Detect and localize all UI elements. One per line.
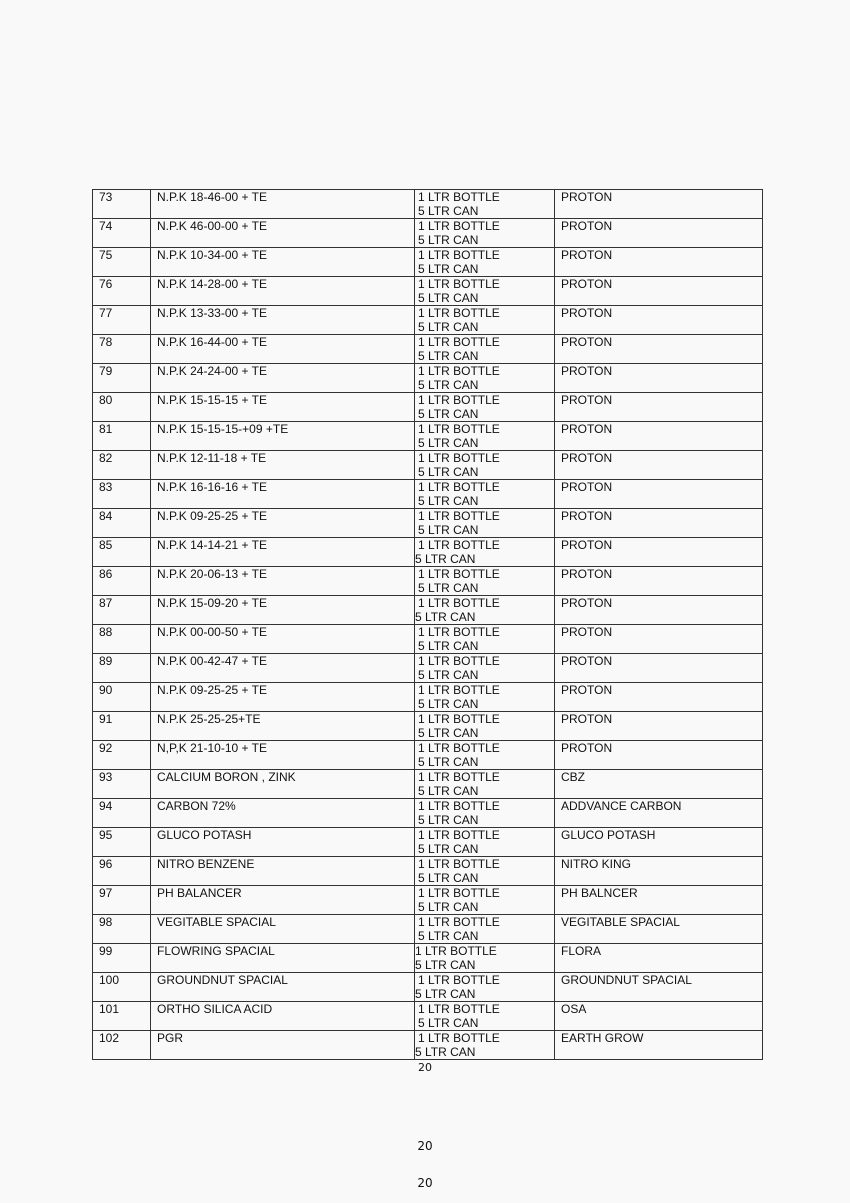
packing-line: 1 LTR BOTTLE	[418, 857, 500, 871]
product-name-cell: N.P.K 25-25-25+TE	[151, 712, 415, 741]
table-row	[93, 1031, 763, 1060]
row-number-cell: 87	[93, 596, 151, 625]
product-name-cell: N.P.K 16-44-00 + TE	[151, 335, 415, 364]
product-name-cell: N.P.K 14-14-21 + TE	[151, 538, 415, 567]
table-row	[93, 190, 763, 219]
table-row	[93, 1002, 763, 1031]
packing-line: 1 LTR BOTTLE	[418, 538, 500, 552]
product-name-cell: N,P,K 21-10-10 + TE	[151, 741, 415, 770]
packing-line: 5 LTR CAN	[418, 1016, 479, 1030]
packing-cell	[415, 654, 555, 683]
packing-line: 1 LTR BOTTLE	[418, 509, 500, 523]
product-table	[92, 189, 763, 1060]
row-number-cell: 93	[93, 770, 151, 799]
product-table-body	[93, 190, 763, 1060]
packing-line: 1 LTR BOTTLE	[415, 944, 497, 958]
row-number-cell: 82	[93, 451, 151, 480]
packing-line: 1 LTR BOTTLE	[418, 741, 500, 755]
product-name-cell: CARBON 72%	[151, 799, 415, 828]
packing-line: 5 LTR CAN	[418, 813, 479, 827]
table-row	[93, 973, 763, 1002]
brand-cell: PROTON	[555, 451, 763, 480]
product-name-cell: FLOWRING SPACIAL	[151, 944, 415, 973]
brand-cell: FLORA	[555, 944, 763, 973]
packing-line: 1 LTR BOTTLE	[418, 248, 500, 262]
packing-line: 5 LTR CAN	[418, 465, 479, 479]
brand-cell: PROTON	[555, 538, 763, 567]
packing-cell	[415, 712, 555, 741]
packing-line: 1 LTR BOTTLE	[418, 625, 500, 639]
table-row	[93, 422, 763, 451]
row-number-cell: 88	[93, 625, 151, 654]
packing-line: 5 LTR CAN	[418, 929, 479, 943]
table-row	[93, 393, 763, 422]
brand-cell: NITRO KING	[555, 857, 763, 886]
page-number: 20	[417, 1176, 433, 1190]
row-number-cell: 86	[93, 567, 151, 596]
brand-cell: PROTON	[555, 741, 763, 770]
packing-cell	[415, 219, 555, 248]
packing-line: 5 LTR CAN	[418, 784, 479, 798]
packing-line: 1 LTR BOTTLE	[418, 277, 500, 291]
brand-cell: PROTON	[555, 480, 763, 509]
packing-line: 1 LTR BOTTLE	[418, 799, 500, 813]
packing-line: 5 LTR CAN	[418, 639, 479, 653]
brand-cell: PROTON	[555, 567, 763, 596]
row-number-cell: 100	[93, 973, 151, 1002]
packing-cell	[415, 335, 555, 364]
packing-line: 5 LTR CAN	[418, 291, 479, 305]
row-number-cell: 84	[93, 509, 151, 538]
brand-cell: PH BALNCER	[555, 886, 763, 915]
row-number-cell: 89	[93, 654, 151, 683]
brand-cell: PROTON	[555, 335, 763, 364]
row-number-cell: 81	[93, 422, 151, 451]
brand-cell: PROTON	[555, 509, 763, 538]
packing-cell	[415, 1002, 555, 1031]
product-name-cell: N.P.K 46-00-00 + TE	[151, 219, 415, 248]
brand-cell: PROTON	[555, 422, 763, 451]
packing-line: 5 LTR CAN	[418, 523, 479, 537]
brand-cell: PROTON	[555, 219, 763, 248]
table-row	[93, 480, 763, 509]
row-number-cell: 90	[93, 683, 151, 712]
product-name-cell: N.P.K 00-42-47 + TE	[151, 654, 415, 683]
table-row	[93, 538, 763, 567]
packing-cell	[415, 364, 555, 393]
product-name-cell: N.P.K 12-11-18 + TE	[151, 451, 415, 480]
packing-line: 5 LTR CAN	[418, 320, 479, 334]
table-row	[93, 248, 763, 277]
product-name-cell: GLUCO POTASH	[151, 828, 415, 857]
packing-cell	[415, 422, 555, 451]
packing-line: 5 LTR CAN	[415, 610, 476, 624]
packing-line: 5 LTR CAN	[418, 407, 479, 421]
table-row	[93, 712, 763, 741]
row-number-cell: 75	[93, 248, 151, 277]
page-number: 20	[417, 1139, 433, 1153]
packing-line: 1 LTR BOTTLE	[418, 480, 500, 494]
packing-cell	[415, 248, 555, 277]
packing-line: 1 LTR BOTTLE	[418, 683, 500, 697]
packing-line: 1 LTR BOTTLE	[418, 654, 500, 668]
row-number-cell: 79	[93, 364, 151, 393]
row-number-cell: 78	[93, 335, 151, 364]
packing-line: 1 LTR BOTTLE	[418, 451, 500, 465]
packing-cell	[415, 451, 555, 480]
packing-line: 1 LTR BOTTLE	[418, 973, 500, 987]
packing-line: 5 LTR CAN	[418, 581, 479, 595]
row-number-cell: 80	[93, 393, 151, 422]
packing-cell	[415, 770, 555, 799]
row-number-cell: 85	[93, 538, 151, 567]
packing-line: 5 LTR CAN	[418, 436, 479, 450]
packing-line: 5 LTR CAN	[415, 958, 476, 972]
packing-line: 1 LTR BOTTLE	[418, 886, 500, 900]
packing-line: 5 LTR CAN	[415, 552, 476, 566]
product-name-cell: N.P.K 18-46-00 + TE	[151, 190, 415, 219]
row-number-cell: 101	[93, 1002, 151, 1031]
row-number-cell: 94	[93, 799, 151, 828]
packing-cell	[415, 944, 555, 973]
table-row	[93, 915, 763, 944]
packing-line: 5 LTR CAN	[418, 842, 479, 856]
product-name-cell: N.P.K 14-28-00 + TE	[151, 277, 415, 306]
product-name-cell: N.P.K 16-16-16 + TE	[151, 480, 415, 509]
table-row	[93, 596, 763, 625]
product-name-cell: CALCIUM BORON , ZINK	[151, 770, 415, 799]
row-number-cell: 97	[93, 886, 151, 915]
table-row	[93, 683, 763, 712]
packing-cell	[415, 509, 555, 538]
row-number-cell: 92	[93, 741, 151, 770]
packing-cell	[415, 625, 555, 654]
row-number-cell: 74	[93, 219, 151, 248]
product-name-cell: N.P.K 09-25-25 + TE	[151, 683, 415, 712]
product-name-cell: GROUNDNUT SPACIAL	[151, 973, 415, 1002]
table-row	[93, 277, 763, 306]
packing-cell	[415, 915, 555, 944]
packing-line: 5 LTR CAN	[418, 871, 479, 885]
product-name-cell: N.P.K 13-33-00 + TE	[151, 306, 415, 335]
packing-cell	[415, 741, 555, 770]
packing-cell	[415, 567, 555, 596]
product-name-cell: VEGITABLE SPACIAL	[151, 915, 415, 944]
table-row	[93, 509, 763, 538]
packing-line: 1 LTR BOTTLE	[418, 306, 500, 320]
row-number-cell: 77	[93, 306, 151, 335]
row-number-cell: 73	[93, 190, 151, 219]
product-name-cell: PH BALANCER	[151, 886, 415, 915]
table-row	[93, 306, 763, 335]
brand-cell: PROTON	[555, 683, 763, 712]
packing-line: 1 LTR BOTTLE	[418, 712, 500, 726]
packing-line: 1 LTR BOTTLE	[418, 219, 500, 233]
row-number-cell: 76	[93, 277, 151, 306]
packing-line: 5 LTR CAN	[418, 233, 479, 247]
product-name-cell: N.P.K 24-24-00 + TE	[151, 364, 415, 393]
packing-line: 1 LTR BOTTLE	[418, 335, 500, 349]
brand-cell: PROTON	[555, 393, 763, 422]
product-name-cell: PGR	[151, 1031, 415, 1060]
brand-cell: PROTON	[555, 306, 763, 335]
packing-line: 1 LTR BOTTLE	[418, 596, 500, 610]
packing-line: 5 LTR CAN	[418, 262, 479, 276]
table-row	[93, 364, 763, 393]
table-row	[93, 770, 763, 799]
table-row	[93, 451, 763, 480]
brand-cell: OSA	[555, 1002, 763, 1031]
packing-line: 5 LTR CAN	[418, 378, 479, 392]
packing-line: 1 LTR BOTTLE	[418, 567, 500, 581]
brand-cell: CBZ	[555, 770, 763, 799]
table-row	[93, 828, 763, 857]
packing-cell	[415, 973, 555, 1002]
packing-cell	[415, 1031, 555, 1060]
packing-cell	[415, 306, 555, 335]
packing-line: 1 LTR BOTTLE	[418, 828, 500, 842]
row-number-cell: 98	[93, 915, 151, 944]
row-number-cell: 99	[93, 944, 151, 973]
packing-line: 1 LTR BOTTLE	[418, 393, 500, 407]
brand-cell: ADDVANCE CARBON	[555, 799, 763, 828]
brand-cell: PROTON	[555, 248, 763, 277]
packing-line: 5 LTR CAN	[418, 349, 479, 363]
packing-line: 5 LTR CAN	[418, 668, 479, 682]
packing-line: 1 LTR BOTTLE	[418, 770, 500, 784]
brand-cell: PROTON	[555, 654, 763, 683]
product-name-cell: N.P.K 20-06-13 + TE	[151, 567, 415, 596]
table-row	[93, 741, 763, 770]
brand-cell: VEGITABLE SPACIAL	[555, 915, 763, 944]
packing-cell	[415, 886, 555, 915]
product-name-cell: N.P.K 15-09-20 + TE	[151, 596, 415, 625]
brand-cell: GROUNDNUT SPACIAL	[555, 973, 763, 1002]
product-name-cell: N.P.K 15-15-15 + TE	[151, 393, 415, 422]
packing-cell	[415, 799, 555, 828]
product-name-cell: N.P.K 15-15-15-+09 +TE	[151, 422, 415, 451]
packing-line: 1 LTR BOTTLE	[418, 364, 500, 378]
packing-line: 5 LTR CAN	[418, 697, 479, 711]
packing-line: 1 LTR BOTTLE	[418, 422, 500, 436]
packing-cell	[415, 393, 555, 422]
brand-cell: PROTON	[555, 625, 763, 654]
row-number-cell: 95	[93, 828, 151, 857]
packing-cell	[415, 277, 555, 306]
brand-cell: PROTON	[555, 277, 763, 306]
packing-line: 5 LTR CAN	[415, 1045, 476, 1059]
table-row	[93, 219, 763, 248]
packing-line: 5 LTR CAN	[415, 987, 476, 1001]
packing-line: 1 LTR BOTTLE	[418, 1031, 500, 1045]
packing-line: 5 LTR CAN	[418, 494, 479, 508]
table-row	[93, 654, 763, 683]
product-name-cell: N.P.K 10-34-00 + TE	[151, 248, 415, 277]
packing-cell	[415, 538, 555, 567]
packing-cell	[415, 480, 555, 509]
packing-line: 1 LTR BOTTLE	[418, 915, 500, 929]
row-number-cell: 102	[93, 1031, 151, 1060]
packing-cell	[415, 857, 555, 886]
packing-line: 5 LTR CAN	[418, 900, 479, 914]
packing-line: 5 LTR CAN	[418, 755, 479, 769]
brand-cell: PROTON	[555, 190, 763, 219]
table-row	[93, 944, 763, 973]
table-row	[93, 799, 763, 828]
brand-cell: PROTON	[555, 712, 763, 741]
table-row	[93, 625, 763, 654]
table-row	[93, 857, 763, 886]
packing-cell	[415, 683, 555, 712]
row-number-cell: 91	[93, 712, 151, 741]
packing-cell	[415, 828, 555, 857]
packing-cell	[415, 190, 555, 219]
page-number: 20	[418, 1061, 432, 1074]
packing-line: 5 LTR CAN	[418, 726, 479, 740]
brand-cell: PROTON	[555, 596, 763, 625]
packing-cell	[415, 596, 555, 625]
table-row	[93, 886, 763, 915]
brand-cell: PROTON	[555, 364, 763, 393]
row-number-cell: 83	[93, 480, 151, 509]
product-name-cell: N.P.K 09-25-25 + TE	[151, 509, 415, 538]
table-row	[93, 335, 763, 364]
packing-line: 1 LTR BOTTLE	[418, 1002, 500, 1016]
brand-cell: EARTH GROW	[555, 1031, 763, 1060]
brand-cell: GLUCO POTASH	[555, 828, 763, 857]
table-row	[93, 567, 763, 596]
product-name-cell: NITRO BENZENE	[151, 857, 415, 886]
packing-line: 1 LTR BOTTLE	[418, 190, 500, 204]
product-name-cell: N.P.K 00-00-50 + TE	[151, 625, 415, 654]
packing-line: 5 LTR CAN	[418, 204, 479, 218]
row-number-cell: 96	[93, 857, 151, 886]
product-name-cell: ORTHO SILICA ACID	[151, 1002, 415, 1031]
